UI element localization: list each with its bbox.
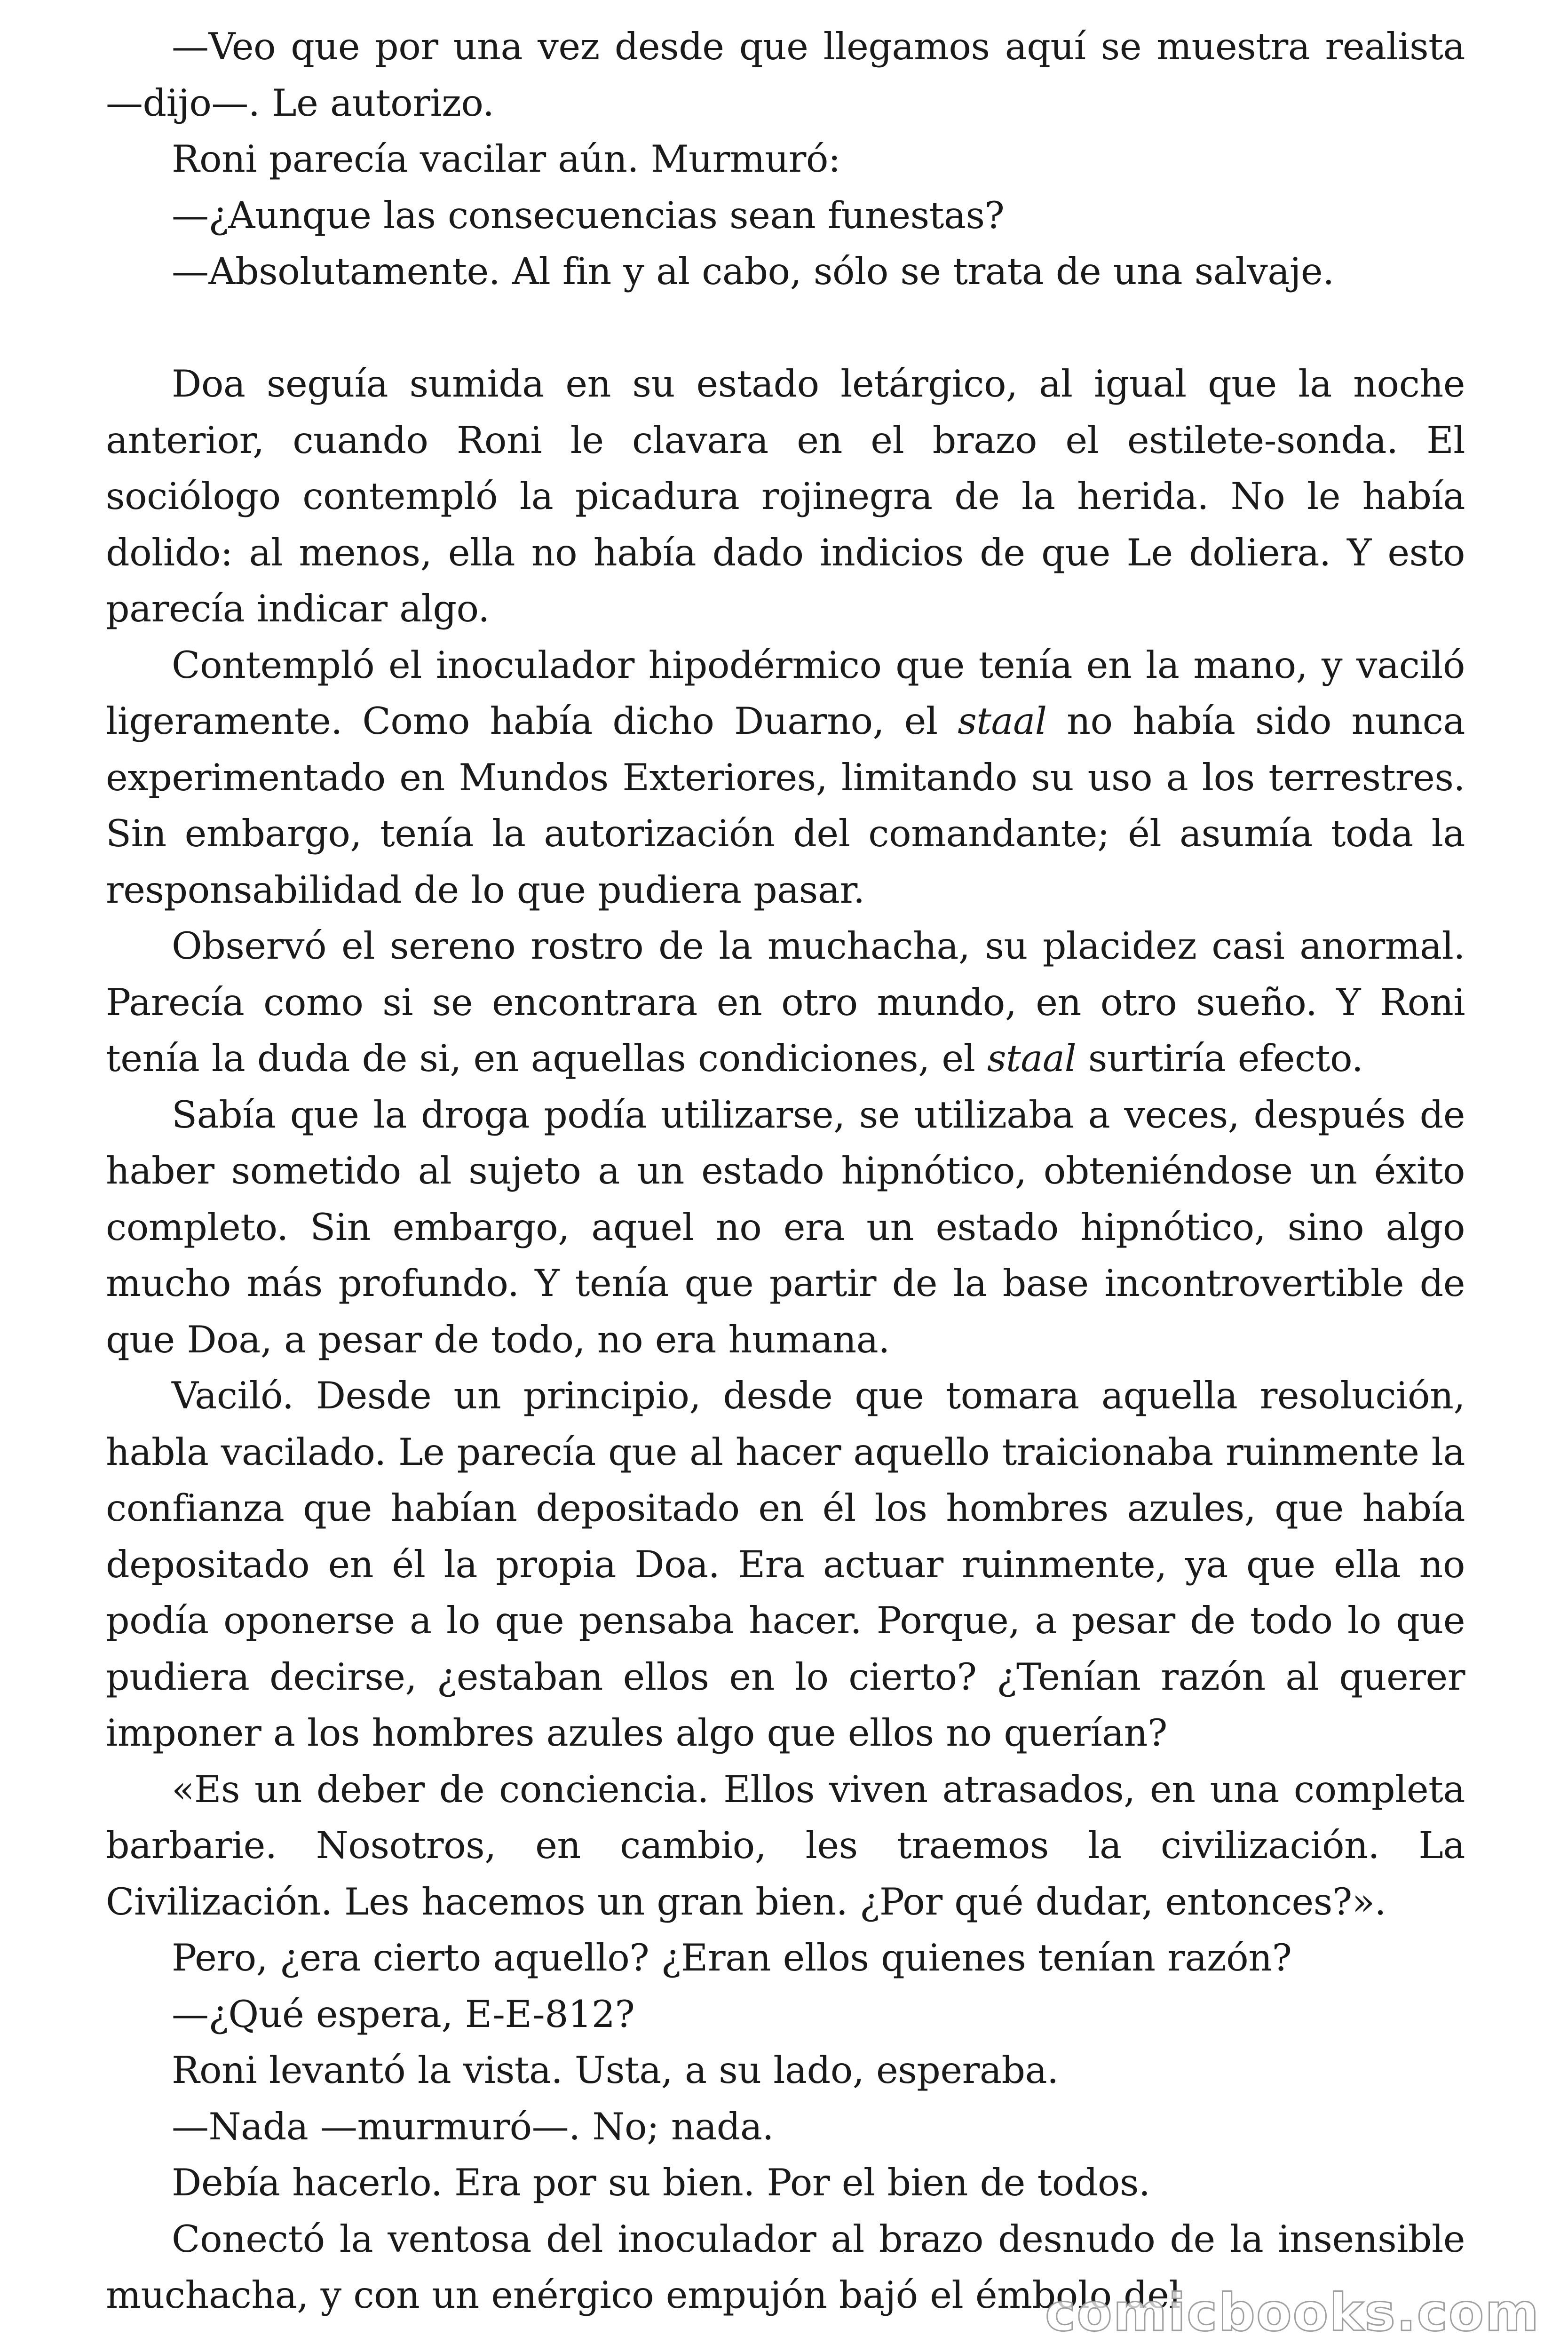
paragraph-text: no había sido nunca experimentado en Mundos Exteriores, limitando su uso a los terrestres. Sin embargo, tenía la autorización del comandante; él asumía toda la responsabilidad de lo que pudiera pasar. — [106, 699, 1465, 912]
paragraph: Roni levantó la vista. Usta, a su lado, esperaba. — [172, 2049, 1059, 2092]
paragraph: —¿Qué espera, E-E-812? — [172, 1992, 635, 2036]
paragraph: Sabía que la droga podía utilizarse, se utilizaba a veces, después de haber sometido al sujeto a un estado hipnótico, obteniéndose un éxito completo. Sin embargo, aquel no era un estado hipnótico, sino algo mucho más profundo. Y tenía que partir de la base incontrovertible de que Doa, a pesar de todo, no era humana. — [106, 1093, 1465, 1361]
paragraph-text: Contempló el inoculador hipodérmico que tenía en la mano, y vaciló ligeramente. Como había dicho Duarno, el — [106, 643, 1465, 743]
section-break — [106, 300, 1465, 357]
paragraph: —Nada —murmuró—. No; nada. — [172, 2105, 774, 2148]
paragraph: Vaciló. Desde un principio, desde que tomara aquella resolución, habla vacilado. Le parecía que al hacer aquello traicionaba ruinmente la confianza que habían depositado en él los hombres azules, que había depositado en él la propia Doa. Era actuar ruinmente, ya que ella no podía oponerse a lo que pensaba hacer. Porque, a pesar de todo lo que pudiera decirse, ¿estaban ellos en lo cierto? ¿Tenían razón al querer imponer a los hombres azules algo que ellos no querían? — [106, 1374, 1465, 1755]
paragraph: Debía hacerlo. Era por su bien. Por el bien de todos. — [172, 2161, 1150, 2204]
paragraph — [106, 918, 1465, 1087]
paragraph: Pero, ¿era cierto aquello? ¿Eran ellos quienes tenían razón? — [172, 1936, 1292, 1979]
watermark: comicbooks.com — [1045, 2282, 1540, 2343]
paragraph: «Es un deber de conciencia. Ellos viven atrasados, en una completa barbarie. Nosotros, en cambio, les traemos la civilización. La Civilización. Les hacemos un gran bien. ¿Por qué dudar, entonces?». — [106, 1767, 1465, 1923]
paragraph: —Absolutamente. Al fin y al cabo, sólo se trata de una salvaje. — [172, 250, 1334, 293]
paragraph: Roni parecía vacilar aún. Murmuró: — [172, 137, 841, 181]
paragraph-text: surtiría efecto. — [1076, 1037, 1363, 1080]
paragraph — [106, 637, 1465, 919]
italic-term: staal — [987, 1037, 1077, 1080]
paragraph: Doa seguía sumida en su estado letárgico, al igual que la noche anterior, cuando Roni le clavara en el brazo el estilete-sonda. El sociólogo contempló la picadura rojinegra de la herida. No le había dolido: al menos, ella no había dado indicios de que Le doliera. Y esto parecía indicar algo. — [106, 362, 1465, 630]
paragraph: —Veo que por una vez desde que llegamos aquí se muestra realista —dijo—. Le autorizo. — [106, 25, 1465, 125]
paragraph-text: Observó el sereno rostro de la muchacha, su placidez casi anormal. Parecía como si se encontrara en otro mundo, en otro sueño. Y Roni tenía la duda de si, en aquellas condiciones, el — [106, 924, 1465, 1080]
italic-term: staal — [958, 699, 1047, 743]
paragraph: Conectó la ventosa del inoculador al brazo desnudo de la insensible muchacha, y con un enérgico empujón bajó el émbolo del — [106, 2217, 1465, 2317]
paragraph: —¿Aunque las consecuencias sean funestas? — [172, 193, 1005, 237]
book-page — [106, 19, 1465, 2324]
